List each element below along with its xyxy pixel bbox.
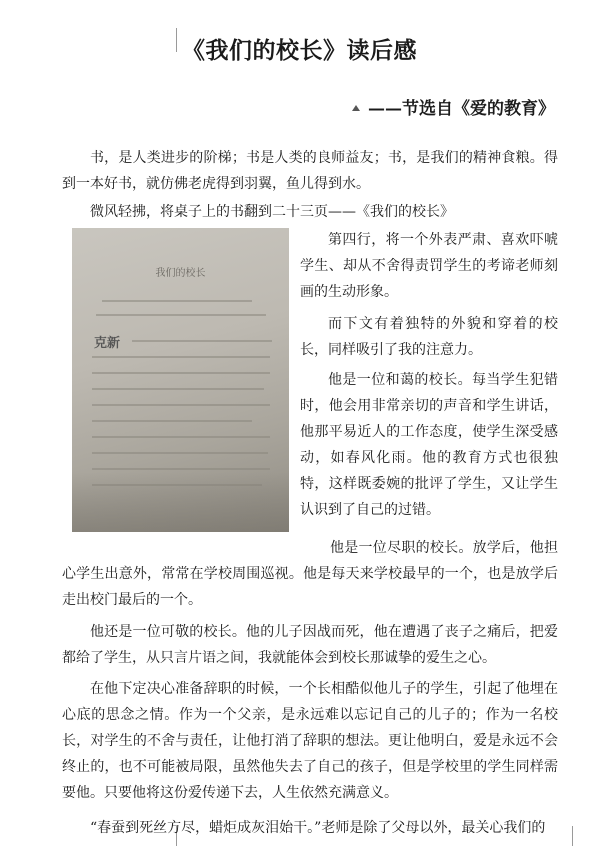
- photo-text-line: [92, 404, 270, 406]
- paragraph-6[interactable]: 他是一位尽职的校长。放学后，他担心学生出意外，常常在学校周围巡视。他是每天来学校最早的一个，也是放学后走出校门最后的一个。: [62, 540, 558, 608]
- photo-caption: 我们的校长: [155, 268, 206, 279]
- paragraph-4[interactable]: 而下文有着独特的外貌和穿着的校长，同样吸引了我的注意力。: [300, 316, 558, 358]
- paragraph-3[interactable]: 第四行，将一个外表严肃、喜欢吓唬学生、却从不舍得责罚学生的考谛老师刻画的生动形象。: [300, 232, 558, 300]
- collapse-triangle-icon[interactable]: [352, 105, 360, 111]
- photo-text-line: [92, 452, 268, 454]
- photo-text-line: [92, 468, 270, 470]
- document-subtitle[interactable]: ——节选自《爱的教育》: [368, 99, 555, 119]
- photo-text-line: [92, 372, 270, 374]
- photo-text-line: [92, 356, 270, 358]
- photo-shadow: [72, 472, 289, 532]
- photo-text-line: [132, 340, 272, 342]
- paragraph-9[interactable]: “春蚕到死丝方尽，蜡炬成灰泪始干。”老师是除了父母以外，最关心我们的: [90, 820, 546, 836]
- paragraph-1[interactable]: 书，是人类进步的阶梯；书是人类的良师益友；书，是我们的精神食粮。得到一本好书，就仿佛老虎得到羽翼，鱼儿得到水。: [62, 150, 558, 192]
- crop-mark-bottom-right: [572, 826, 574, 846]
- book-photo[interactable]: [72, 228, 289, 532]
- photo-text-line: [92, 436, 270, 438]
- paragraph-2[interactable]: 微风轻拂，将桌子上的书翻到二十三页——《我们的校长》: [90, 204, 454, 220]
- document-title[interactable]: 《我们的校长》读后感: [182, 37, 417, 64]
- subtitle-line: [352, 94, 555, 119]
- photo-text-line: [102, 300, 252, 302]
- paragraph-8[interactable]: 在他下定决心准备辞职的时候，一个长相酷似他儿子的学生，引起了他埋在心底的思念之情。作为一个父亲，是永远难以忘记自己的儿子的；作为一名校长，对学生的不舍与责任，让他打消了辞职的想法。更让他明白，爱是永远不会终止的，也不可能被局限，虽然他失去了自己的孩子，但是学校里的学生同样需要他。只要他将这份爱传递下去，人生依然充满意义。: [62, 681, 558, 801]
- photo-text-line: [92, 388, 264, 390]
- photo-text-line: [96, 314, 266, 316]
- paragraph-5[interactable]: 他是一位和蔼的校长。每当学生犯错时，他会用非常亲切的声音和学生讲话，他那平易近人的工作态度，使学生深受感动，如春风化雨。他的教育方式也很独特，这样既委婉的批评了学生，又让学生认识到了自己的过错。: [300, 372, 558, 518]
- paragraph-7[interactable]: 他还是一位可敬的校长。他的儿子因战而死，他在遭遇了丧子之痛后，把爱都给了学生，从只言片语之间，我就能体会到校长那诚挚的爱生之心。: [62, 624, 558, 666]
- photo-heading-chars: 克新: [94, 336, 121, 351]
- photo-text-line: [92, 420, 252, 422]
